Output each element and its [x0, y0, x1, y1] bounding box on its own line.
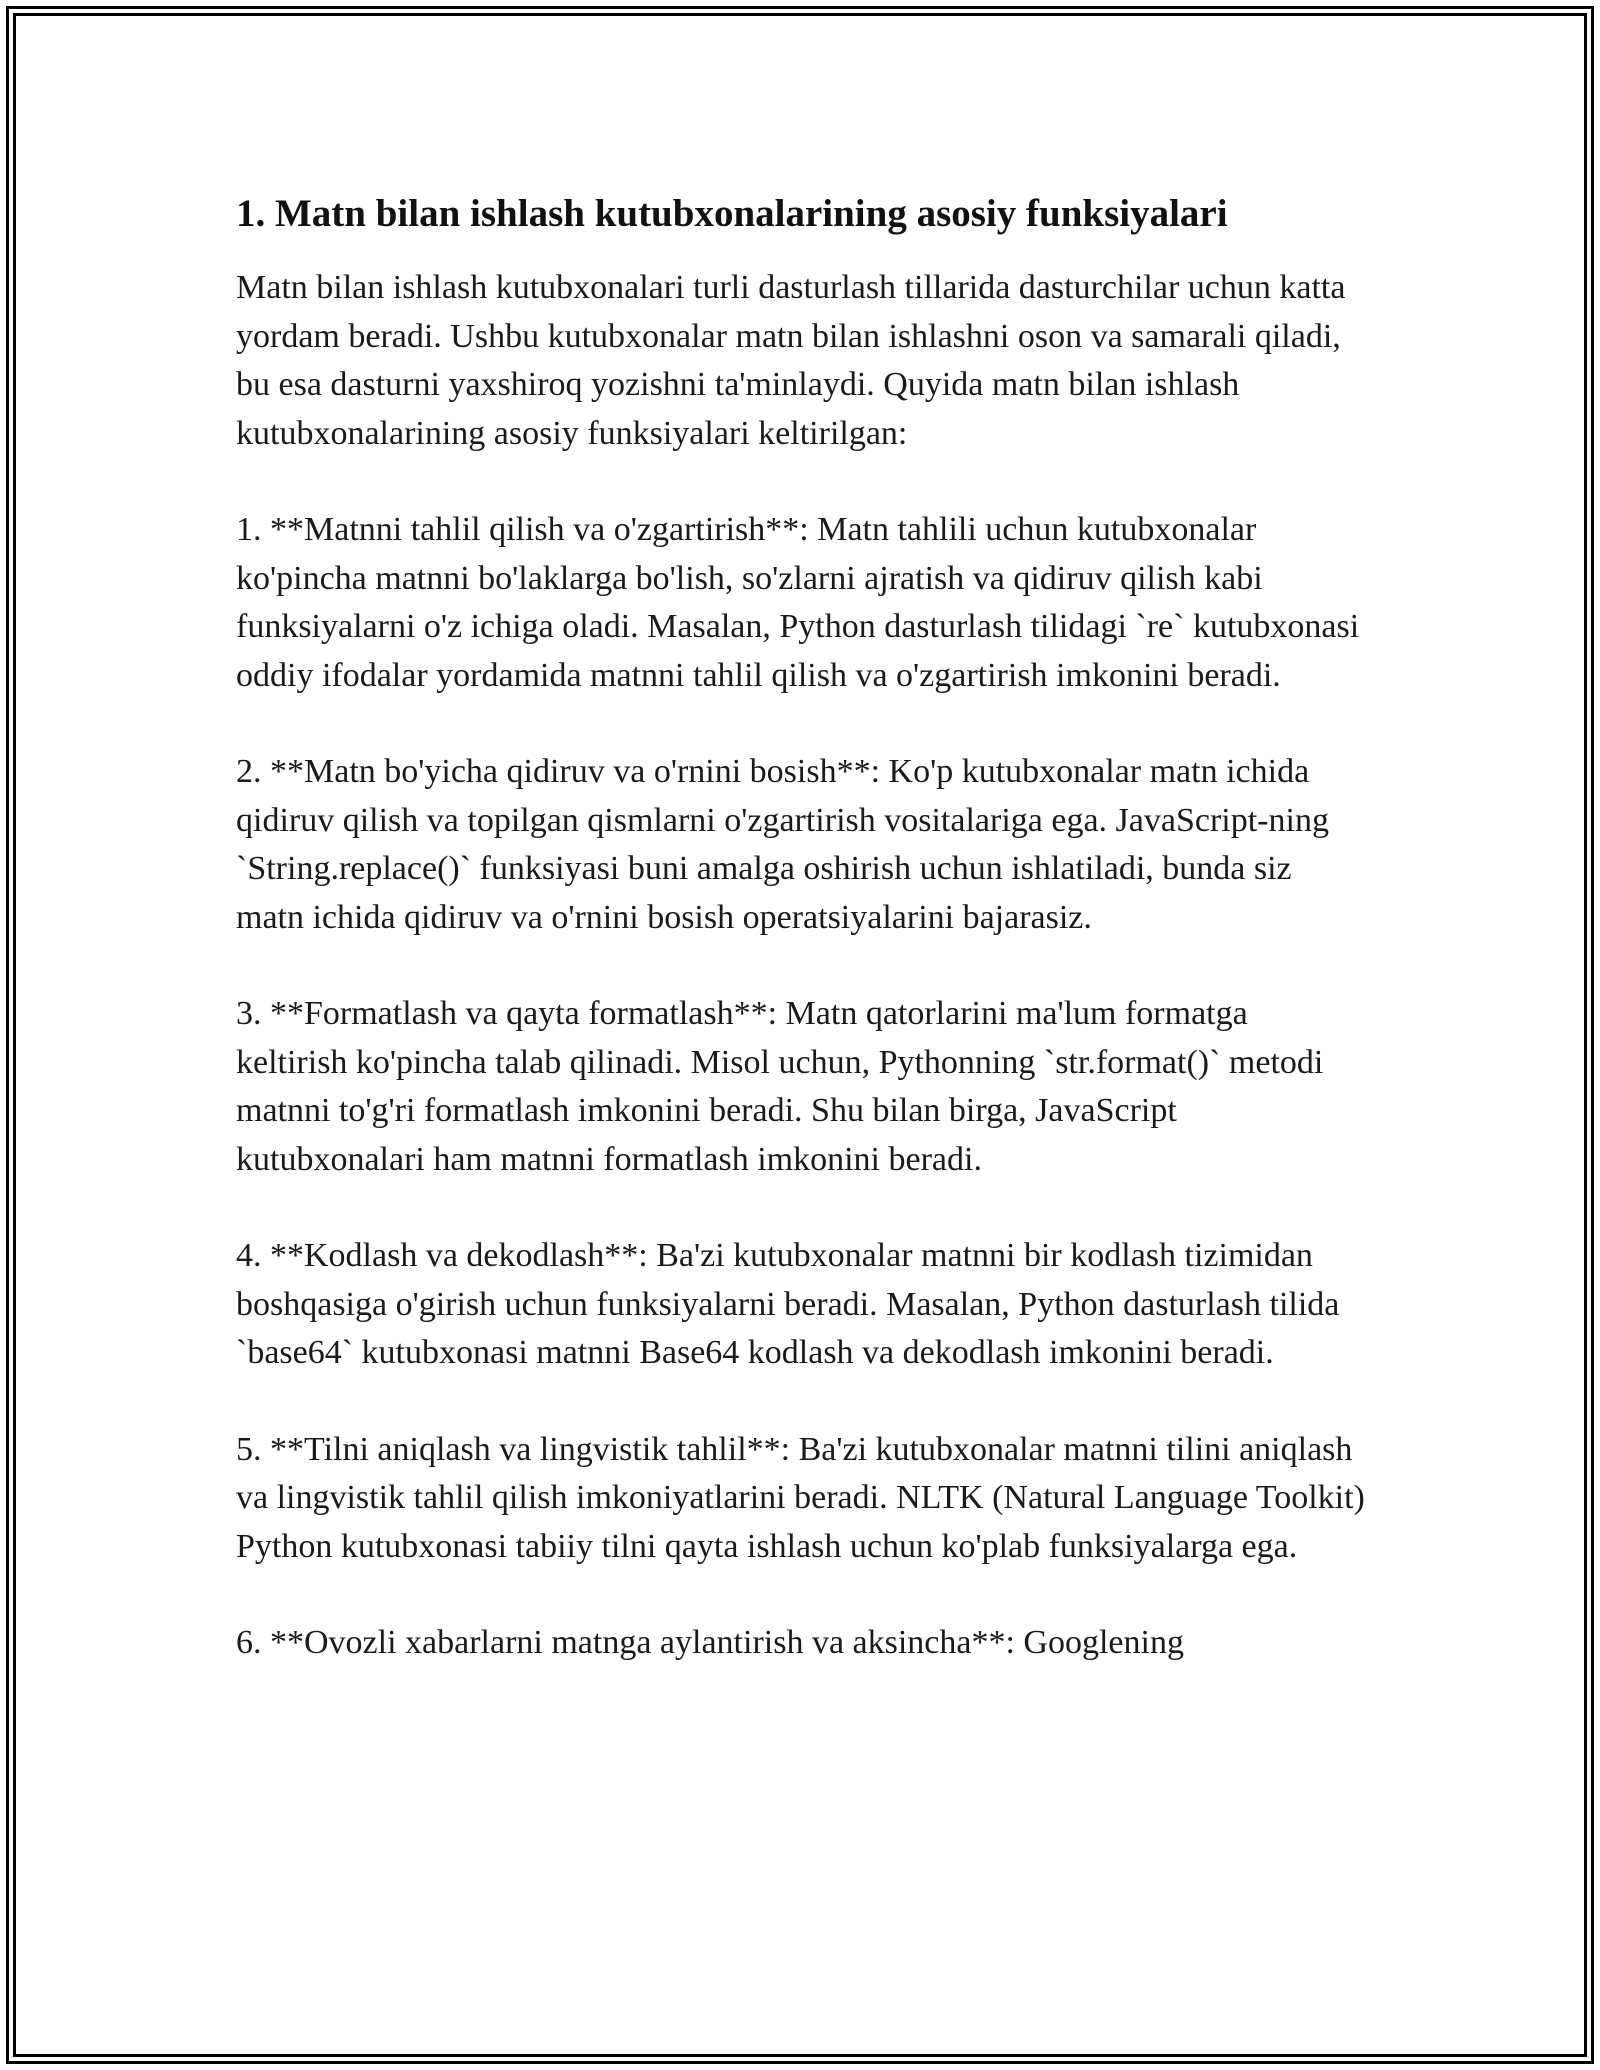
list-item-encoding: 4. **Kodlash va dekodlash**: Ba'zi kutubxonalar matnni bir kodlash tizimidan boshqasiga o'girish uchun funksiyalarni beradi. Masalan, Python dasturlash tilida `base64` kutubxonasi matnni Base64 kodlash va dekodlash imkonini beradi. — [236, 1237, 1340, 1371]
list-item-formatting: 3. **Formatlash va qayta formatlash**: Matn qatorlarini ma'lum formatga keltirish ko'pincha talab qilinadi. Misol uchun, Pythonning `str.format()` metodi matnni to'g'ri formatlash imkonini beradi. Shu bilan birga, JavaScript kutubxonalari ham matnni formatlash imkonini beradi. — [236, 995, 1324, 1178]
list-item-speech-to-text: 6. **Ovozli xabarlarni matnga aylantirish va aksincha**: Googlening — [236, 1624, 1184, 1661]
list-item-search-replace: 2. **Matn bo'yicha qidiruv va o'rnini bosish**: Ko'p kutubxonalar matn ichida qidiruv qilish va topilgan qismlarni o'zgartirish vositalariga ega. JavaScript-ning `String.replace()` funksiyasi buni amalga oshirish uchun ishlatiladi, bunda siz matn ichida qidiruv va o'rnini bosish operatsiyalarini bajarasiz. — [236, 753, 1329, 936]
section-heading: 1. Matn bilan ishlash kutubxonalarining asosiy funksiyalari — [236, 192, 1228, 235]
list-item-language-detection: 5. **Tilni aniqlash va lingvistik tahlil**: Ba'zi kutubxonalar matnni tilini aniqlash va lingvistik tahlil qilish imkoniyatlarini beradi. NLTK (Natural Language Toolkit) Python kutubxonasi tabiiy tilni qayta ishlash uchun ko'plab funksiyalarga ega. — [236, 1430, 1365, 1565]
document-body — [236, 186, 1366, 1716]
list-item-text-analysis: 1. **Matnni tahlil qilish va o'zgartirish**: Matn tahlili uchun kutubxonalar ko'pincha matnni bo'laklarga bo'lish, so'zlarni ajratish va qidiruv qilish kabi funksiyalarni o'z ichiga oladi. Masalan, Python dasturlash tilidagi `re` kutubxonasi oddiy ifodalar yordamida matnni tahlil qilish va o'zgartirish imkonini beradi. — [236, 511, 1360, 694]
intro-paragraph: Matn bilan ishlash kutubxonalari turli dasturlash tillarida dasturchilar uchun katta yordam beradi. Ushbu kutubxonalar matn bilan ishlashni oson va samarali qiladi, bu esa dasturni yaxshiroq yozishni ta'minlaydi. Quyida matn bilan ishlash kutubxonalarining asosiy funksiyalari keltirilgan: — [236, 269, 1346, 452]
